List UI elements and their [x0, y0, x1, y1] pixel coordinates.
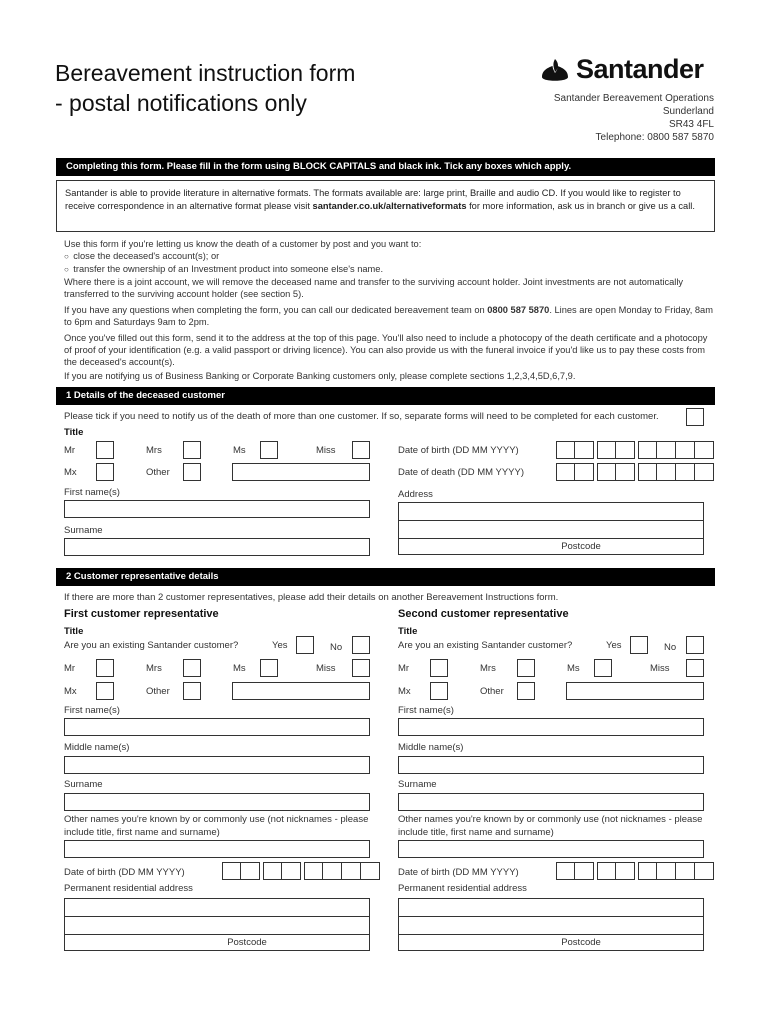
second-rep-no-checkbox[interactable]: [686, 636, 704, 654]
second-rep-yes-checkbox[interactable]: [630, 636, 648, 654]
intro-line: Where there is a joint account, we will remove the deceased name and transfer to the surviving account holder. Joint investments are not automatically transferred to the surviving account holder (see section 5).: [64, 277, 684, 299]
second-rep-ms-checkbox[interactable]: [594, 659, 612, 677]
first-rep-existing-label: Are you an existing Santander customer?: [64, 640, 239, 651]
second-rep-middle-name-field[interactable]: [398, 756, 704, 774]
second-rep-mrs-checkbox[interactable]: [517, 659, 535, 677]
ms-label: Ms: [233, 445, 246, 456]
mr-checkbox[interactable]: [96, 441, 114, 459]
second-rep-surname-field[interactable]: [398, 793, 704, 811]
first-name-label: First name(s): [398, 705, 454, 716]
miss-label: Miss: [316, 445, 336, 456]
alternative-formats-notice: [56, 180, 715, 232]
other-label: Other: [146, 467, 170, 478]
notice-text: Santander is able to provide literature in alternative formats. The formats available are: large print, Braille and audio CD. If you would like to register to receive correspondence in an alternative format please visit: [65, 188, 681, 211]
address-line: Sunderland: [662, 106, 714, 117]
mr-label: Mr: [398, 663, 410, 674]
mrs-label: Mrs: [480, 663, 496, 674]
notice-text: for more information, ask us in branch or give us a call.: [466, 200, 695, 211]
other-title-field[interactable]: [232, 463, 370, 481]
first-rep-middle-name-field[interactable]: [64, 756, 370, 774]
mrs-label: Mrs: [146, 663, 162, 674]
address-line: Santander Bereavement Operations: [553, 93, 714, 104]
address-line: Telephone: 0800 587 5870: [595, 132, 714, 143]
first-name-field[interactable]: [64, 500, 370, 518]
first-rep-ms-checkbox[interactable]: [260, 659, 278, 677]
middle-name-label: Middle name(s): [398, 742, 464, 753]
no-label: No: [330, 642, 343, 653]
title-label: Title: [64, 427, 84, 438]
second-rep-existing-label: Are you an existing Santander customer?: [398, 640, 573, 651]
mx-label: Mx: [398, 686, 411, 697]
section-2-note: If there are more than 2 customer representatives, please add their details on another Bereavement Instructions form.: [64, 592, 559, 603]
first-rep-other-checkbox[interactable]: [183, 682, 201, 700]
other-names-label: Other names you're known by or commonly use (not nicknames - please include title, first name and surname): [398, 814, 703, 838]
perm-address-label: Permanent residential address: [398, 883, 527, 894]
address-line: SR43 4FL: [668, 119, 714, 130]
first-rep-other-names-field[interactable]: [64, 840, 370, 858]
intro-line: [64, 304, 714, 328]
yes-label: Yes: [606, 640, 622, 651]
title-line-1: Bereavement instruction form: [55, 60, 356, 86]
intro-text: [64, 238, 714, 382]
second-rep-mr-checkbox[interactable]: [430, 659, 448, 677]
postcode-label: Postcode: [561, 937, 601, 948]
dod-field[interactable]: [556, 463, 714, 481]
mrs-checkbox[interactable]: [183, 441, 201, 459]
second-rep-other-names-field[interactable]: [398, 840, 704, 858]
first-rep-address-field[interactable]: [64, 898, 370, 951]
first-rep-mx-checkbox[interactable]: [96, 682, 114, 700]
perm-address-label: Permanent residential address: [64, 883, 193, 894]
mr-label: Mr: [64, 663, 76, 674]
second-rep-mx-checkbox[interactable]: [430, 682, 448, 700]
surname-label: Surname: [64, 525, 103, 536]
first-rep-mr-checkbox[interactable]: [96, 659, 114, 677]
dod-label: Date of death (DD MM YYYY): [398, 467, 525, 478]
address-label: Address: [398, 489, 433, 500]
page-title: [55, 58, 355, 118]
second-rep-miss-checkbox[interactable]: [686, 659, 704, 677]
first-rep-miss-checkbox[interactable]: [352, 659, 370, 677]
santander-logo: [540, 54, 704, 85]
first-rep-no-checkbox[interactable]: [352, 636, 370, 654]
mx-checkbox[interactable]: [96, 463, 114, 481]
bullet-item: ○ transfer the ownership of an Investment product into someone else's name.: [64, 264, 384, 274]
mx-label: Mx: [64, 467, 77, 478]
first-rep-title-label: Title: [64, 626, 84, 637]
first-rep-first-name-field[interactable]: [64, 718, 370, 736]
flame-icon: [540, 57, 570, 83]
first-rep-mrs-checkbox[interactable]: [183, 659, 201, 677]
intro-text-span: If you have any questions when completing the form, you can call our dedicated bereavement team on: [64, 305, 488, 315]
miss-label: Miss: [650, 663, 670, 674]
second-rep-first-name-field[interactable]: [398, 718, 704, 736]
brand-name: Santander: [576, 54, 704, 84]
other-label: Other: [480, 686, 504, 697]
multiple-customers-text: Please tick if you need to notify us of the death of more than one customer. If so, separate forms will need to be completed for each customer.: [64, 411, 659, 422]
section-1-bar: 1 Details of the deceased customer: [56, 387, 715, 405]
mx-label: Mx: [64, 686, 77, 697]
multiple-customers-checkbox[interactable]: [686, 408, 704, 426]
bereavement-phone: 0800 587 5870: [487, 305, 550, 315]
surname-label: Surname: [398, 779, 437, 790]
postal-address: [554, 92, 714, 144]
intro-text-span: . Lines are open Monday to Friday, 8am to 6pm and Saturdays 9am to 2pm.: [64, 305, 713, 327]
title-line-2: - postal notifications only: [55, 90, 307, 116]
intro-line: Once you've filled out this form, send it to the address at the top of this page. You'll also need to include a photocopy of the death certificate and a photocopy of proof of your identification (e.g. a valid passport or driving licence). You can also provide us with the funeral invoice if you'd like us to pay these costs from the deceased's account(s).: [64, 333, 708, 367]
first-name-label: First name(s): [64, 487, 120, 498]
alternative-formats-link[interactable]: santander.co.uk/alternativeformats: [312, 200, 467, 211]
dob-label: Date of birth (DD MM YYYY): [398, 867, 519, 878]
first-rep-surname-field[interactable]: [64, 793, 370, 811]
address-field[interactable]: [398, 502, 704, 555]
first-rep-dob-field[interactable]: [222, 862, 380, 880]
other-checkbox[interactable]: [183, 463, 201, 481]
yes-label: Yes: [272, 640, 288, 651]
first-rep-other-title-field[interactable]: [232, 682, 370, 700]
surname-field[interactable]: [64, 538, 370, 556]
ms-checkbox[interactable]: [260, 441, 278, 459]
no-label: No: [664, 642, 677, 653]
second-rep-title-label: Title: [398, 626, 418, 637]
second-rep-address-field[interactable]: [398, 898, 704, 951]
mrs-label: Mrs: [146, 445, 162, 456]
postcode-label: Postcode: [561, 541, 601, 552]
first-rep-yes-checkbox[interactable]: [296, 636, 314, 654]
second-rep-dob-field[interactable]: [556, 862, 714, 880]
miss-label: Miss: [316, 663, 336, 674]
other-label: Other: [146, 686, 170, 697]
other-names-label: Other names you're known by or commonly use (not nicknames - please include title, first name and surname): [64, 814, 369, 838]
middle-name-label: Middle name(s): [64, 742, 130, 753]
intro-line: If you are notifying us of Business Banking or Corporate Banking customers only, please complete sections 1,2,3,4,5D,6,7,9.: [64, 371, 576, 381]
dob-label: Date of birth (DD MM YYYY): [398, 445, 519, 456]
mr-label: Mr: [64, 445, 76, 456]
second-rep-other-checkbox[interactable]: [517, 682, 535, 700]
first-rep-heading: First customer representative: [64, 608, 219, 620]
second-rep-other-title-field[interactable]: [566, 682, 704, 700]
dob-label: Date of birth (DD MM YYYY): [64, 867, 185, 878]
bullet-text: close the deceased's account(s); or: [73, 251, 220, 261]
postcode-label: Postcode: [227, 937, 267, 948]
ms-label: Ms: [567, 663, 580, 674]
surname-label: Surname: [64, 779, 103, 790]
instructions-bar: Completing this form. Please fill in the form using BLOCK CAPITALS and black ink. Tick any boxes which apply.: [56, 158, 715, 176]
section-2-bar: 2 Customer representative details: [56, 568, 715, 586]
second-rep-heading: Second customer representative: [398, 608, 569, 620]
dob-field[interactable]: [556, 441, 714, 459]
bullet-item: ○ close the deceased's account(s); or: [64, 251, 220, 261]
miss-checkbox[interactable]: [352, 441, 370, 459]
first-name-label: First name(s): [64, 705, 120, 716]
ms-label: Ms: [233, 663, 246, 674]
bullet-text: transfer the ownership of an Investment product into someone else's name.: [73, 264, 384, 274]
intro-line: Use this form if you're letting us know the death of a customer by post and you want to:: [64, 239, 422, 249]
